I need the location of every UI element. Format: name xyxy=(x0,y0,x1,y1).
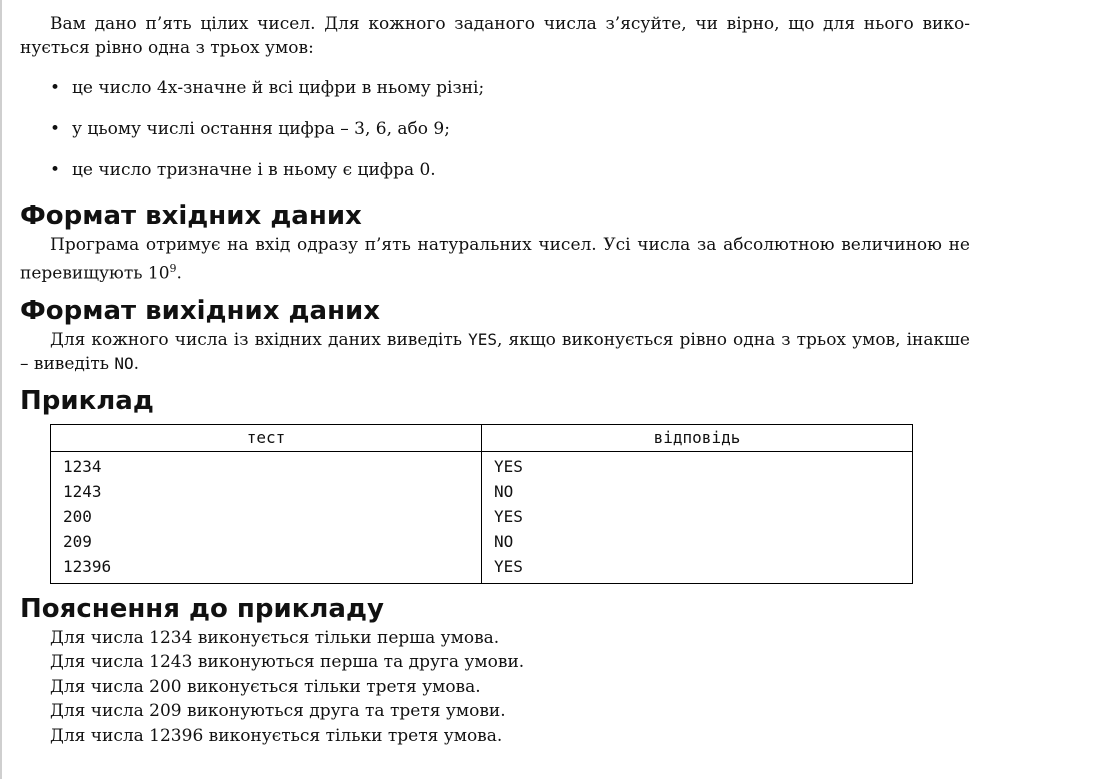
test-cell: 1234 xyxy=(51,451,482,479)
input-format-text xyxy=(20,233,970,286)
table-row xyxy=(51,554,913,584)
bullet-icon: • xyxy=(50,160,61,180)
statement-intro: Вам дано п’ять цілих чисел. Для кожного заданого числа з’ясуйте, чи вірно, що для нього вико-нується рівно одна з трьох умов: xyxy=(20,14,970,58)
explanation-line: Для числа 1234 виконується тільки перша умова. xyxy=(50,627,500,648)
answer-cell: YES xyxy=(482,554,913,584)
output-text-middle: , якщо виконується рівно одна з трьох умов, інакше – виведіть xyxy=(20,329,970,374)
bullet-icon: • xyxy=(50,119,61,139)
condition-text: це число 4х-значне й всі цифри в ньому різні; xyxy=(72,78,485,98)
no-token: NO xyxy=(114,353,134,373)
output-format-heading: Формат вихідних даних xyxy=(20,295,381,326)
example-heading: Приклад xyxy=(20,385,154,416)
explanation-line: Для числа 200 виконується тільки третя умова. xyxy=(50,676,481,697)
answer-cell: NO xyxy=(482,479,913,504)
table-row xyxy=(51,504,913,529)
explanation-lines xyxy=(20,626,1104,749)
condition-text: це число тризначне і в ньому є цифра 0. xyxy=(72,160,436,180)
input-format-period: . xyxy=(176,263,182,284)
condition-item xyxy=(20,117,1104,141)
answer-cell: NO xyxy=(482,529,913,554)
table-row xyxy=(51,479,913,504)
input-format-heading: Формат вхідних даних xyxy=(20,201,362,231)
explanation-heading: Пояснення до прикладу xyxy=(20,593,384,624)
table-row xyxy=(51,451,913,479)
explanation-line: Для числа 1243 виконуються перша та друга умови. xyxy=(50,652,525,673)
condition-text: у цьому числі остання цифра – 3, 6, або 9; xyxy=(72,119,450,139)
explanation-line: Для числа 12396 виконується тільки третя умова. xyxy=(50,725,503,746)
column-header-test: тест xyxy=(51,424,482,451)
explanation-line: Для числа 209 виконуються друга та третя умови. xyxy=(50,701,506,722)
bullet-icon: • xyxy=(50,78,61,98)
table-header-row xyxy=(51,424,913,451)
test-cell: 12396 xyxy=(51,554,482,584)
table-row xyxy=(51,529,913,554)
column-header-answer: відповідь xyxy=(482,424,913,451)
condition-item xyxy=(20,158,1104,182)
output-text-before: Для кожного числа із вхідних даних виведіть xyxy=(50,329,469,350)
test-cell: 209 xyxy=(51,529,482,554)
output-text-after: . xyxy=(133,353,140,374)
yes-token: YES xyxy=(468,329,497,349)
answer-cell: YES xyxy=(482,451,913,479)
input-format-exponent: 9 xyxy=(169,262,177,275)
example-table xyxy=(50,424,913,584)
output-format-text xyxy=(20,328,970,376)
conditions-list xyxy=(20,76,1104,182)
answer-cell: YES xyxy=(482,504,913,529)
input-format-body: Програма отримує на вхід одразу п’ять натуральних чисел. Усі числа за абсолютною величиною не перевищують 10 xyxy=(20,235,970,284)
condition-item xyxy=(20,76,1104,100)
test-cell: 200 xyxy=(51,504,482,529)
test-cell: 1243 xyxy=(51,479,482,504)
